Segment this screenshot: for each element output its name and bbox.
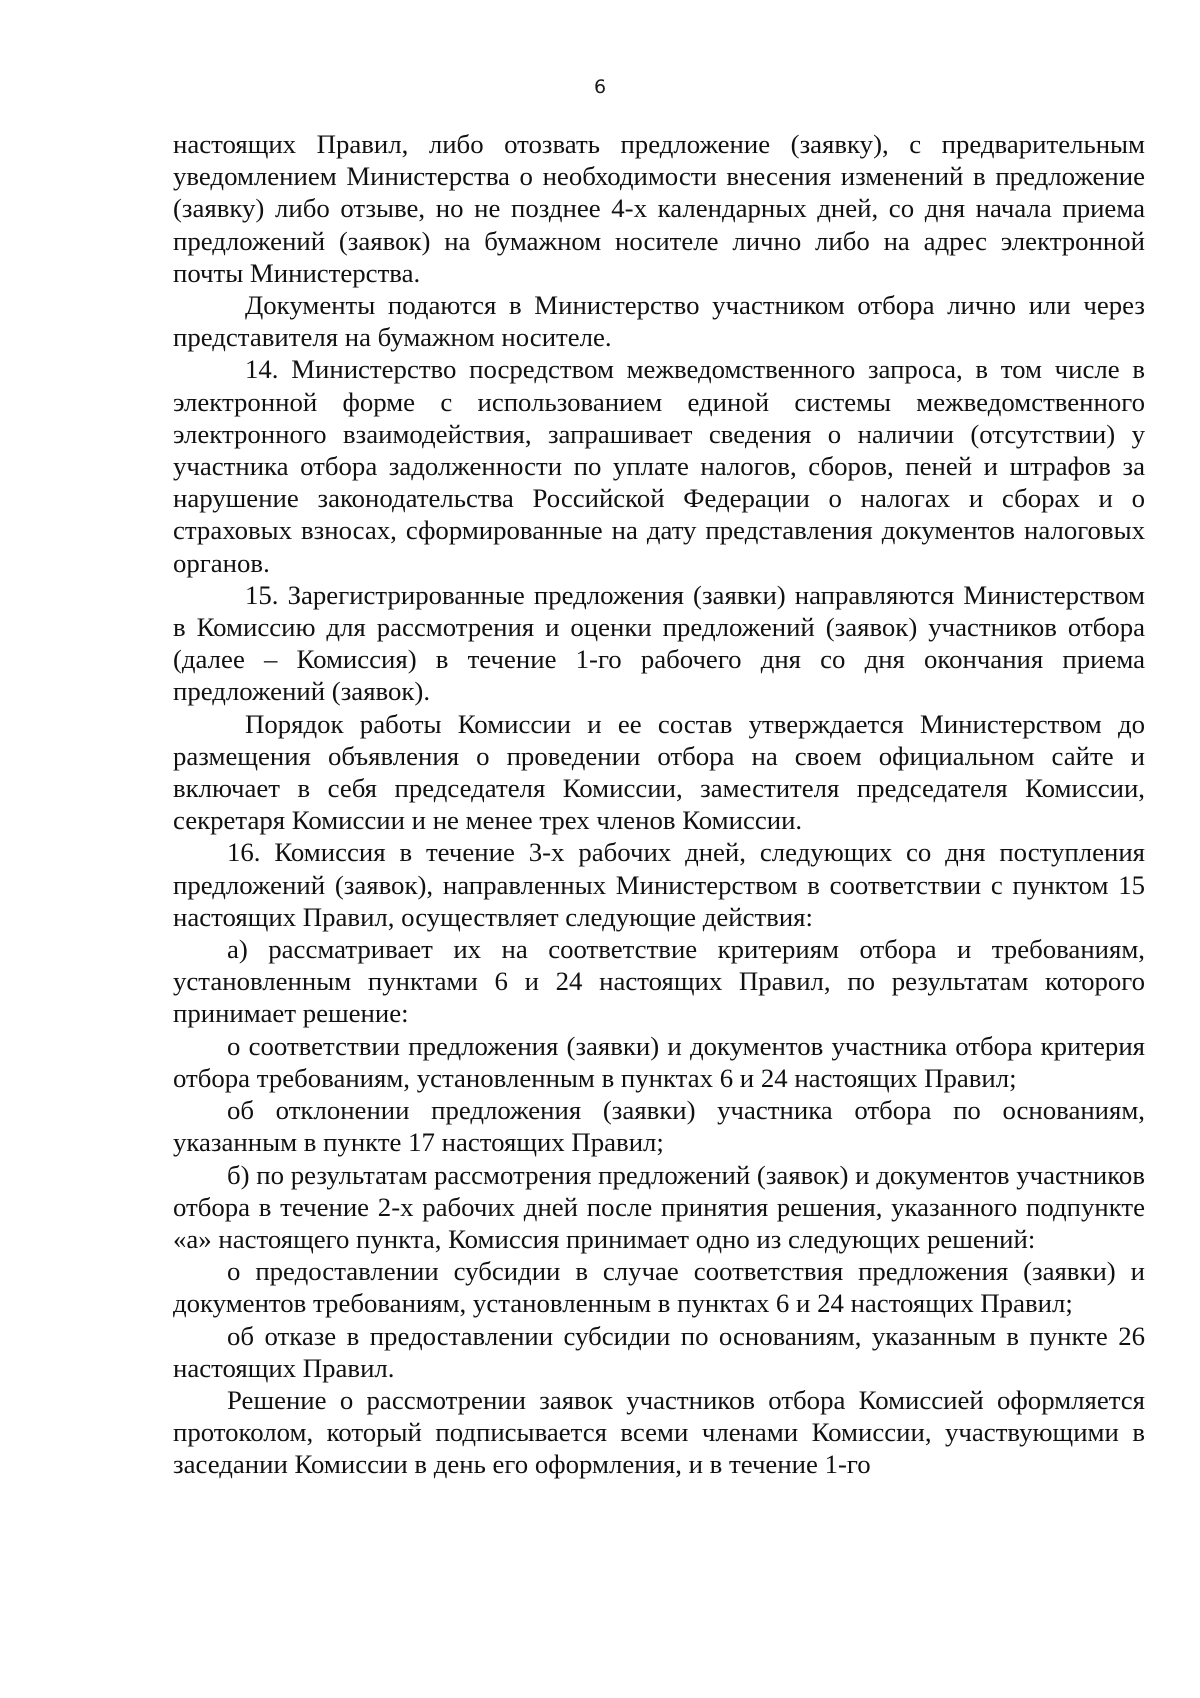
paragraph-commission-procedure: Порядок работы Комиссии и ее состав утверждается Министерством до размещения объявления о проведении отбора на своем официальном сайте и включает в себя председателя Комиссии, заместителя председателя Комиссии, секретаря Комиссии и не менее трех членов Комиссии. bbox=[173, 708, 1145, 836]
paragraph-documents-submission: Документы подаются в Министерство участником отбора лично или через представителя на бумажном носителе. bbox=[173, 290, 1145, 353]
paragraph-item-15: 15. Зарегистрированные предложения (заявки) направляются Министерством в Комиссию для рассмотрения и оценки предложений (заявок) участников отбора (далее – Комиссия) в течение 1-го рабочего дня со дня окончания приема предложений (заявок). bbox=[173, 579, 1145, 707]
paragraph-item-16: 16. Комиссия в течение 3-х рабочих дней, следующих со дня поступления предложений (заявок), направленных Министерством в соответствии с пунктом 15 настоящих Правил, осуществляет следующие действия: bbox=[173, 837, 1145, 932]
paragraph-grant-decision: о предоставлении субсидии в случае соответствия предложения (заявки) и документов требованиям, установленным в пунктах 6 и 24 настоящих Правил; bbox=[173, 1256, 1145, 1319]
paragraph-protocol-decision: Решение о рассмотрении заявок участников отбора Комиссией оформляется протоколом, который подписывается всеми членами Комиссии, участвующими в заседании Комиссии в день его оформления, и в течение 1-го bbox=[173, 1384, 1145, 1480]
paragraph-continuation: настоящих Правил, либо отозвать предложение (заявку), с предварительным уведомлением Министерства о необходимости внесения изменений в предложение (заявку) либо отзыве, но не позднее 4-х календарных дней, со дня начала приема предложений (заявок) на бумажном носителе лично либо на адрес электронной почты Министерства. bbox=[173, 129, 1145, 288]
paragraph-refusal-decision: об отказе в предоставлении субсидии по основаниям, указанным в пункте 26 настоящих Правил. bbox=[173, 1320, 1145, 1383]
paragraph-subitem-b: б) по результатам рассмотрения предложений (заявок) и документов участников отбора в течение 2-х рабочих дней после принятия решения, указанного подпункте «а» настоящего пункта, Комиссия принимает одно из следующих решений: bbox=[173, 1159, 1145, 1254]
paragraph-subitem-a: а) рассматривает их на соответствие критериям отбора и требованиям, установленным пунктами 6 и 24 настоящих Правил, по результатам которого принимает решение: bbox=[173, 934, 1145, 1029]
document-body bbox=[173, 128, 1145, 1481]
page-number: 6 bbox=[593, 76, 607, 98]
paragraph-rejection-decision: об отклонении предложения (заявки) участника отбора по основаниям, указанным в пункте 17 настоящих Правил; bbox=[173, 1095, 1145, 1158]
paragraph-compliance-decision: о соответствии предложения (заявки) и документов участника отбора критерия отбора требованиям, установленным в пунктах 6 и 24 настоящих Правил; bbox=[173, 1030, 1145, 1093]
paragraph-item-14: 14. Министерство посредством межведомственного запроса, в том числе в электронной форме с использованием единой системы межведомственного электронного взаимодействия, запрашивает сведения о наличии (отсутствии) у участника отбора задолженности по уплате налогов, сборов, пеней и штрафов за нарушение законодательства Российской Федерации о налогах и сборах и о страховых взносах, сформированные на дату представления документов налоговых органов. bbox=[173, 354, 1145, 578]
